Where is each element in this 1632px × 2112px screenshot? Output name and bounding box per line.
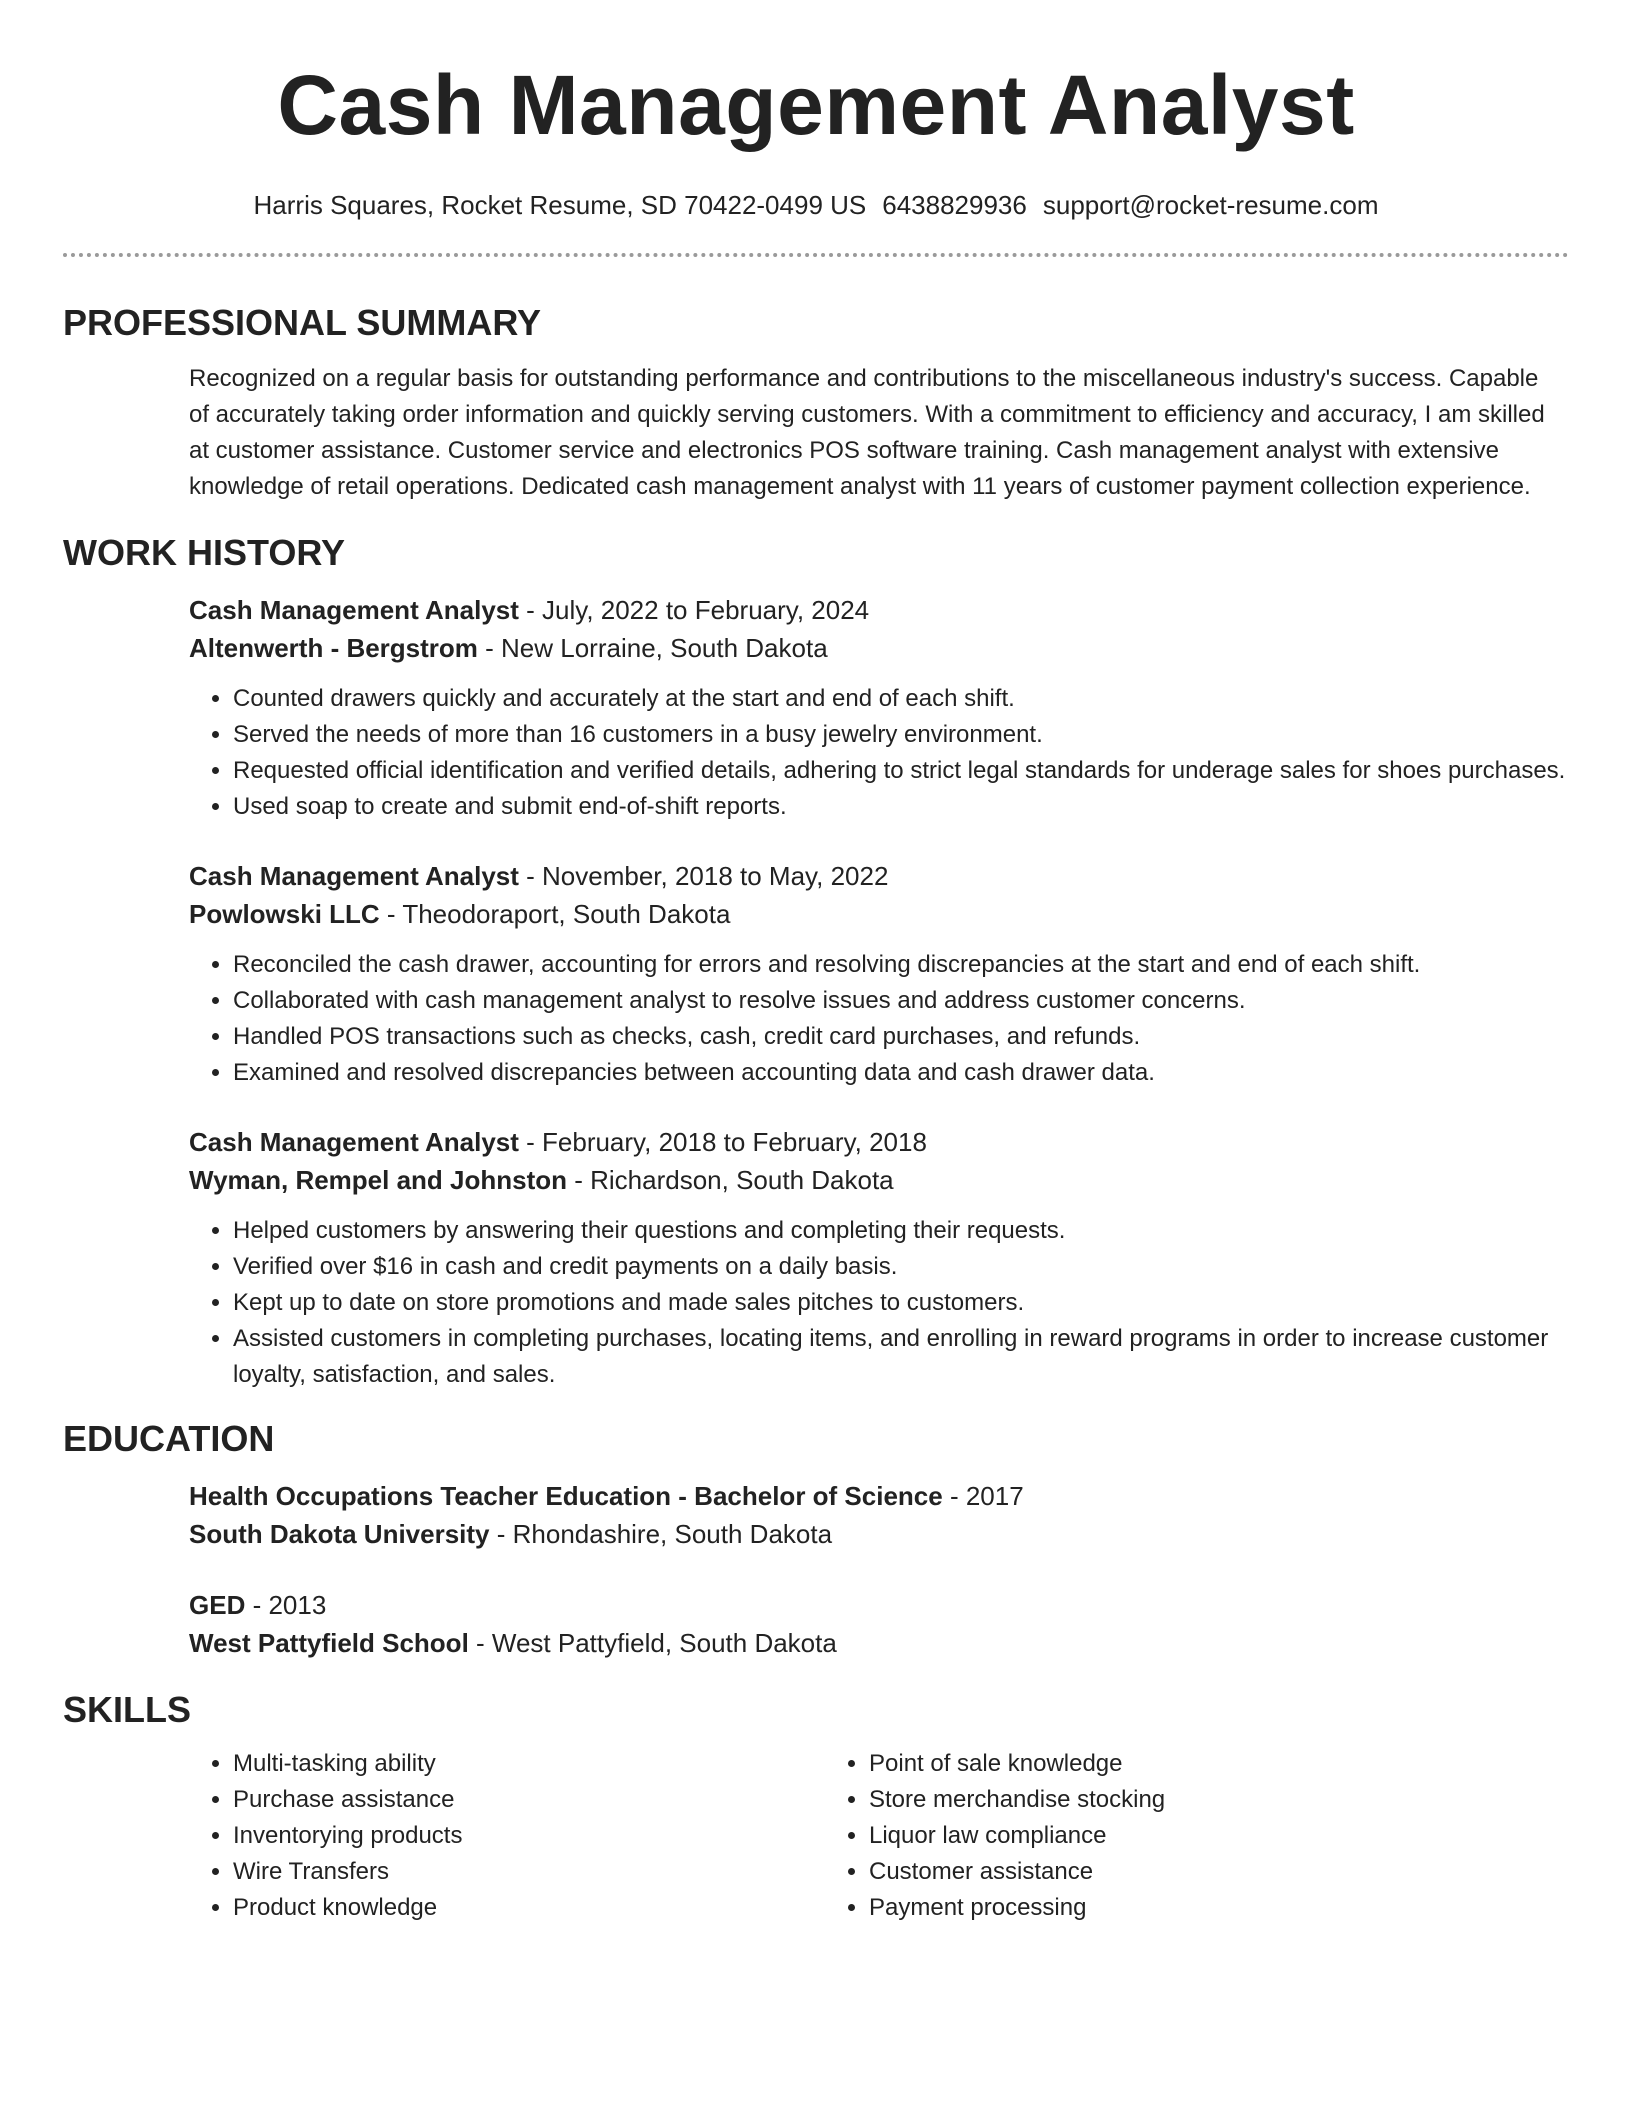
job-bullet: • Helped customers by answering their questions and completing their requests.	[233, 1213, 1569, 1249]
contact-line	[63, 189, 1569, 221]
skill-item: • Liquor law compliance	[869, 1818, 1461, 1854]
education-section	[63, 1477, 1569, 1662]
job-bullet: • Reconciled the cash drawer, accounting for errors and resolving discrepancies at the start and end of each shift.	[233, 947, 1569, 983]
job-bullet: • Collaborated with cash management analyst to resolve issues and address customer concerns.	[233, 983, 1569, 1019]
education-degree: GED	[189, 1590, 246, 1620]
job-location: - New Lorraine, South Dakota	[477, 633, 828, 663]
skill-item: • Store merchandise stocking	[869, 1782, 1461, 1818]
skill-item: • Customer assistance	[869, 1854, 1461, 1890]
education-school-line	[189, 1515, 1569, 1553]
skill-item: • Product knowledge	[233, 1890, 825, 1926]
job-bullets	[189, 947, 1569, 1091]
work-history-heading: WORK HISTORY	[63, 532, 346, 573]
job-company: Altenwerth - Bergstrom	[189, 633, 478, 663]
summary-heading: PROFESSIONAL SUMMARY	[63, 302, 542, 343]
education-school: South Dakota University	[189, 1519, 490, 1549]
education-school: West Pattyfield School	[189, 1628, 469, 1658]
job-role: Cash Management Analyst	[189, 861, 519, 891]
job-location: - Richardson, South Dakota	[567, 1165, 894, 1195]
job-entry	[189, 1123, 1569, 1393]
education-school-line	[189, 1624, 1569, 1662]
job-company-line	[189, 1161, 1569, 1199]
header-divider	[63, 253, 1569, 257]
education-degree: Health Occupations Teacher Education - Bachelor of Science	[189, 1481, 943, 1511]
skill-item: • Wire Transfers	[233, 1854, 825, 1890]
job-bullet: • Verified over $16 in cash and credit payments on a daily basis.	[233, 1249, 1569, 1285]
job-company: Wyman, Rempel and Johnston	[189, 1165, 568, 1195]
summary-section	[63, 361, 1569, 505]
job-company-line	[189, 895, 1569, 933]
resume-name: Cash Management Analyst	[277, 58, 1355, 152]
job-location: - Theodoraport, South Dakota	[379, 899, 731, 929]
job-company: Powlowski LLC	[189, 899, 380, 929]
education-degree-line	[189, 1586, 1569, 1624]
education-year: - 2017	[942, 1481, 1024, 1511]
job-role: Cash Management Analyst	[189, 1127, 519, 1157]
work-history-section	[63, 591, 1569, 1393]
job-bullet: • Examined and resolved discrepancies between accounting data and cash drawer data.	[233, 1055, 1569, 1091]
education-location: - West Pattyfield, South Dakota	[468, 1628, 837, 1658]
skill-item: • Purchase assistance	[233, 1782, 825, 1818]
job-bullet: • Used soap to create and submit end-of-shift reports.	[233, 789, 1569, 825]
education-entry	[189, 1477, 1569, 1553]
skills-section	[63, 1746, 1569, 1926]
job-dates: - February, 2018 to February, 2018	[518, 1127, 927, 1157]
skill-item: • Point of sale knowledge	[869, 1746, 1461, 1782]
job-bullet: • Served the needs of more than 16 customers in a busy jewelry environment.	[233, 717, 1569, 753]
job-dates: - November, 2018 to May, 2022	[518, 861, 889, 891]
skills-grid	[189, 1746, 1569, 1926]
job-bullet: • Kept up to date on store promotions and made sales pitches to customers.	[233, 1285, 1569, 1321]
job-bullet: • Assisted customers in completing purchases, locating items, and enrolling in reward programs in order to increase customer loyalty, satisfaction, and sales.	[233, 1321, 1569, 1393]
education-location: - Rhondashire, South Dakota	[489, 1519, 833, 1549]
contact-phone: 6438829936	[882, 190, 1027, 220]
skill-item: • Inventorying products	[233, 1818, 825, 1854]
job-entry	[189, 591, 1569, 825]
job-bullet: • Counted drawers quickly and accurately at the start and end of each shift.	[233, 681, 1569, 717]
skill-item: • Payment processing	[869, 1890, 1461, 1926]
job-bullets	[189, 681, 1569, 825]
job-company-line	[189, 629, 1569, 667]
skills-heading: SKILLS	[63, 1689, 192, 1730]
education-degree-line	[189, 1477, 1569, 1515]
skill-item: • Multi-tasking ability	[233, 1746, 825, 1782]
education-heading: EDUCATION	[63, 1418, 275, 1459]
skills-list-right	[825, 1746, 1461, 1926]
job-title-line	[189, 1123, 1569, 1161]
education-year: - 2013	[245, 1590, 327, 1620]
job-bullet: • Handled POS transactions such as checks, cash, credit card purchases, and refunds.	[233, 1019, 1569, 1055]
skills-list-left	[189, 1746, 825, 1926]
contact-email[interactable]: support@rocket-resume.com	[1042, 190, 1379, 220]
job-title-line	[189, 857, 1569, 895]
job-title-line	[189, 591, 1569, 629]
summary-text: Recognized on a regular basis for outstanding performance and contributions to the miscellaneous industry's success. Capable of accurately taking order information and quickly serving customers. With a commitment to efficiency and accuracy, I am skilled at customer assistance. Customer service and electronics POS software training. Cash management analyst with extensive knowledge of retail operations. Dedicated cash management analyst with 11 years of customer payment collection experience.	[189, 365, 1545, 500]
job-entry	[189, 857, 1569, 1091]
job-role: Cash Management Analyst	[189, 595, 519, 625]
job-bullets	[189, 1213, 1569, 1393]
job-bullet: • Requested official identification and verified details, adhering to strict legal standards for underage sales for shoes purchases.	[233, 753, 1569, 789]
education-entry	[189, 1586, 1569, 1662]
contact-address: Harris Squares, Rocket Resume, SD 70422-0499 US	[253, 190, 867, 220]
job-dates: - July, 2022 to February, 2024	[518, 595, 870, 625]
